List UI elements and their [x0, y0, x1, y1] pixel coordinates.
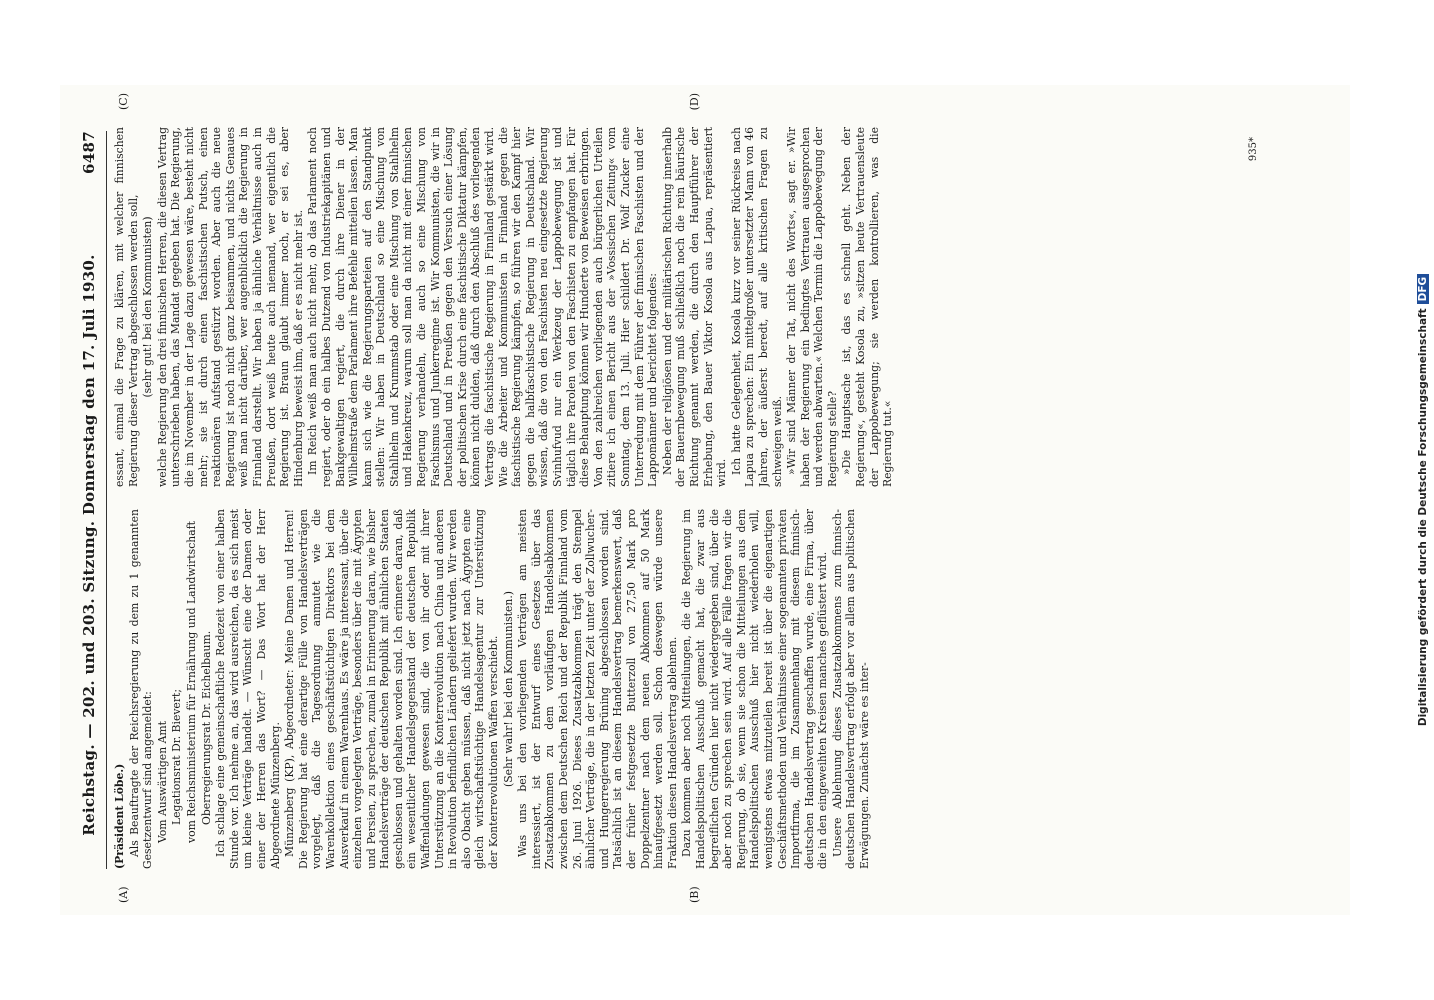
- paragraph: Ich schlage eine gemeinschaftliche Redezeit von einer halben Stunde vor. Ich nehme an, das wird ausreichen, da es sich meist um kleine Verträge handelt. — Wünscht eine der Damen oder einer der Herren das Wort? — Das Wort hat der Herr Abgeordnete Münzenberg.: [214, 509, 282, 869]
- text-columns: [113, 93, 1263, 903]
- interjection: (Sehr wahr! bei den Kommunisten.): [501, 591, 515, 787]
- credit-text: Digitalisierung gefördert durch die Deutsche Forschungsgemeinschaft: [1417, 308, 1429, 727]
- dfg-logo: DFG: [1417, 274, 1429, 305]
- paragraph: Unsere Ablehnung dieses Zusatzabkommens zum finnisch-deutschen Handelsvertrag erfolgt aber vor allem aus politischen Erwägungen. Zunächst wäre es inter-: [830, 509, 872, 869]
- document-page: [60, 85, 1350, 915]
- paragraph: Was uns bei den vorliegenden Verträgen am meisten interessiert, ist der Entwurf eines Gesetzes über das Zusatzabkommen zu dem vorläufigen Handelsabkommen zwischen dem Deutschen Reich und der Republik Finnland vom 26. Juni 1926. Dieses Zusatzabkommen trägt den Stempel ähnlicher Verträge, die in der letzten Zeit unter der Zollwucher- und Hungerregierung Brüning abgeschlossen worden sind. Tatsächlich ist an diesem Handelsvertrag bemerkenswert, daß der früher festgesetzte Butterzoll von 27,50 Mark pro Doppelzentner nach dem neuen Abkommen auf 50 Mark hinaufgesetzt werden soll. Schon deswegen würde unsere Fraktion diesen Handelsvertrag ablehnen.: [516, 509, 679, 869]
- quote-paragraph: Neben der religiösen und der militärischen Richtung innerhalb der Bauernbewegung muß schließlich noch die rein bäurische Richtung genannt werden, die durch den Hauptführer der Erhebung, den Bauer Viktor Kosola aus Lapua, repräsentiert wird.: [660, 127, 729, 487]
- margin-mark-d: (D): [688, 93, 701, 111]
- quote-paragraph: Ich hatte Gelegenheit, Kosola kurz vor seiner Rückreise nach Lapua zu sprechen: Ein mittelgroßer untersetzter Mann von 46 Jahren, der äußerst beredt, auf alle kritischen Fragen zu schweigen weiß.: [729, 127, 784, 487]
- digitization-credit: [1412, 10, 1434, 990]
- running-head: [78, 131, 104, 869]
- list-item: Oberregierungsrat Dr. Eichelbaum.: [199, 630, 213, 825]
- paragraph: Als Beauftragte der Reichsregierung zu dem zu 1 genannten Gesetzentwurf sind angemeldet:: [127, 509, 155, 869]
- list-item: Legationsrat Dr. Bievert;: [170, 689, 184, 825]
- page-number: 6487: [80, 131, 98, 174]
- margin-mark-b: (B): [688, 886, 701, 903]
- list-item: vom Reichsministerium für Ernährung und Landwirtschaft: [184, 521, 198, 843]
- margin-mark-a: (A): [117, 886, 130, 903]
- running-head-text: Reichstag. — 202. und 203. Sitzung. Donnerstag den 17. Juli 1930.: [80, 254, 98, 836]
- header-rule: [106, 131, 107, 869]
- list-item: Vom Auswärtigen Amt: [155, 721, 169, 843]
- quote-paragraph: »Wir sind Männer der Tat, nicht des Worts«, sagt er. »Wir haben der Regierung ein bedingtes Vertrauen ausgesprochen und werden abwarten.« Welchen Termin die Lappobewegung der Regierung stelle?: [785, 127, 839, 487]
- digitization-credit-text: [1417, 10, 1429, 990]
- paragraph: welche Regierung den drei finnischen Herren, die diesen Vertrag unterschrieben haben, das Mandat gegeben hat. Die Regierung, die im November in der Lage dazu gewesen wäre, besteht nicht mehr; sie ist durch einen faschistischen Putsch, einen reaktionären Aufstand gestürzt worden. Aber auch die neue Regierung ist noch nicht ganz beisammen, und nichts Genaues weiß man nicht darüber, wer augenblicklich die Regierung in Finnland darstellt. Wir haben ja ähnliche Verhältnisse auch in Preußen, dort weiß heute auch niemand, wer eigentlich die Regierung ist. Braun glaubt immer noch, er sei es, aber Hindenburg beweist ihm, daß er es nicht mehr ist.: [155, 127, 305, 487]
- margin-mark-c: (C): [117, 93, 130, 110]
- quote-paragraph: »Die Hauptsache ist, das es schnell geht. Neben der Regierung«, gesteht Kosola zu, »sitzen heute Vertrauensleute der Lappobewegung; sie werden kontrollieren, was die Regierung tut.«: [840, 127, 895, 487]
- left-column: [113, 509, 1263, 869]
- right-column: [113, 127, 1263, 487]
- signature-mark: 935*: [1248, 137, 1259, 162]
- scanned-page-area: [60, 85, 1350, 915]
- paragraph: Münzenberg (KP), Abgeordneter: Meine Damen und Herren! Die Regierung hat eine derartige Fülle von Handelsverträgen vorgelegt, daß die Tagesordnung anmutet wie die Warenkollektion eines geschäftstüchtigen Direktors bei dem Ausverkauf in einem Warenhaus. Es wäre ja interessant, über die einzelnen vorgelegten Verträge, besonders über die mit Ägypten und Persien, zu sprechen, zumal in Erinnerung daran, wie bisher Handelsverträge der deutschen Republik mit ähnlichen Staaten geschlossen und gehalten worden sind. Ich erinnere daran, daß ein wesentlicher Handelsgegenstand der deutschen Republik Waffenladungen gewesen sind, die von ihr oder mit ihrer Unterstützung an die Konterrevolution nach China und anderen in Revolution befindlichen Ländern geliefert wurden. Wir werden also Obacht geben müssen, daß nicht jetzt nach Ägypten eine gleich wirtschaftstüchtige Handelsagentur zur Unterstützung der Konterrevolutionen Waffen verschiebt.: [283, 509, 501, 869]
- paragraph: Dazu kommen aber noch Mitteilungen, die die Regierung im Handelspolitischen Ausschuß gemacht hat, die zwar aus begreiflichen Gründen hier nicht wiedergegeben sind, über die aber noch zu sprechen sein wird. Auf alle Fälle fragen wir die Regierung, ob sie, wenn sie schon die Mitteilungen aus dem Handelspolitischen Ausschuß hier nicht wiederholen will, wenigstens etwas mitzuteilen bereit ist über die eigenartigen Geschäftsmethoden und Verhältnisse einer sogenannten privaten Importfirma, die im Zusammenhang mit diesem finnisch-deutschen Handelsvertrag geschaffen wurde, eine Firma, über die in den eingeweihten Kreisen manches geflüstert wird.: [680, 509, 830, 869]
- speaker-heading: (Präsident Löbe.): [113, 763, 126, 869]
- interjection: (sehr gut! bei den Kommunisten): [141, 216, 155, 398]
- paragraph: Im Reich weiß man auch nicht mehr, ob das Parlament noch regiert, oder ob ein halbes Dutzend von Industriekapitänen und Bankgewaltigen regiert, die durch ihre Diener in der Wilhelmstraße dem Parlament ihre Befehle mitteilen lassen. Man kann sich wie die Regierungsparteien auf den Standpunkt stellen: Wir haben in Deutschland so eine Mischung von Stahlhelm und Krummstab oder eine Mischung von Stahlhelm und Hakenkreuz, warum soll man da nicht mit einer finnischen Regierung verhandeln, die auch so eine Mischung von Faschismus und Junkerregime ist. Wir Kommunisten, die wir in Deutschland und in Preußen gegen den Versuch einer Lösung der politischen Krise durch eine faschistische Diktatur kämpfen, können nicht dulden, daß durch den Abschluß des vorliegenden Vertrags die faschistische Regierung in Finnland gestärkt wird. Wie die Arbeiter und Kommunisten in Finnland gegen die faschistische Regierung kämpfen, so führen wir den Kampf hier gegen die halbfaschistische Regierung in Deutschland. Wir wissen, daß die von den Faschisten neu eingesetzte Regierung Svinhufvud nur ein Werkzeug der Lappobewegung ist und täglich ihre Parolen von den Faschisten zu empfangen hat. Für diese Behauptung können wir Hunderte von Beweisen erbringen. Von den zahlreichen vorliegenden auch bürgerlichen Urteilen zitiere ich einen Bericht aus der »Vossischen Zeitung« vom Sonntag, dem 13. Juli. Hier schildert Dr. Wolf Zucker eine Unterredung mit dem Führer der finnischen Faschisten und der Lappomänner und berichtet folgendes:: [306, 127, 660, 487]
- paragraph: essant, einmal die Frage zu klären, mit welcher finnischen Regierung dieser Vertrag abgeschlossen werden soll,: [113, 127, 140, 487]
